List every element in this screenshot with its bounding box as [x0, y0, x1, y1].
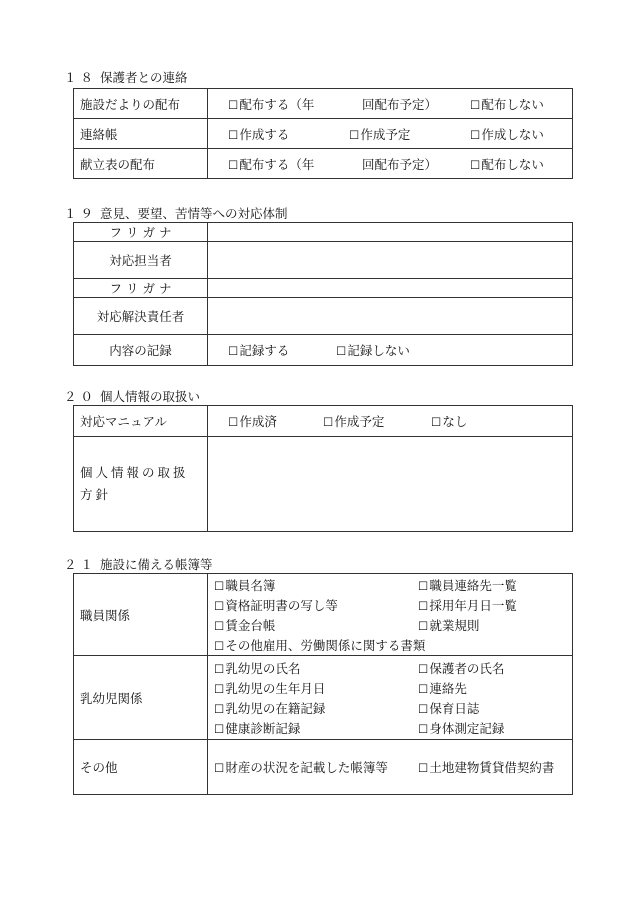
checkbox-icon: ☐ — [214, 618, 225, 633]
checkbox-icon: ☐ — [470, 157, 481, 172]
checkbox-icon: ☐ — [214, 578, 225, 593]
checkbox-icon: ☐ — [228, 415, 239, 429]
checkbox-option[interactable]: ☐保育日誌 — [418, 700, 480, 716]
checkbox-option[interactable]: ☐乳幼児の在籍記録 — [214, 700, 326, 716]
policy-label: 個人情報の取扱方針 — [74, 437, 208, 532]
manual-label: 対応マニュアル — [74, 406, 208, 437]
checkbox-option[interactable]: ☐作成する — [228, 126, 290, 142]
checkbox-option[interactable]: ☐記録する — [228, 343, 290, 358]
table-row — [74, 574, 573, 656]
checkbox-option[interactable]: ☐採用年月日一覧 — [418, 597, 517, 613]
table-row — [74, 406, 573, 437]
checkbox-icon: ☐ — [214, 721, 225, 736]
checkbox-option[interactable]: ☐作成しない — [470, 126, 544, 142]
ledger-table — [73, 573, 573, 795]
checkbox-icon: ☐ — [418, 618, 429, 633]
table-row — [74, 119, 573, 149]
complaint-table — [73, 222, 573, 366]
record-label: 内容の記録 — [74, 335, 208, 366]
table-row — [74, 437, 573, 532]
checkbox-option[interactable]: ☐身体測定記録 — [418, 720, 505, 736]
checkbox-option[interactable]: ☐土地建物賃貸借契約書 — [418, 760, 555, 775]
checkbox-icon: ☐ — [228, 157, 239, 172]
row-label: 連絡帳 — [74, 119, 208, 149]
checkbox-option[interactable]: ☐保護者の氏名 — [418, 660, 505, 676]
checkbox-option[interactable]: ☐職員名簿 — [214, 577, 276, 593]
row-label: 施設だよりの配布 — [74, 89, 208, 119]
checkbox-option[interactable]: ☐その他雇用、労働関係に関する書類 — [214, 637, 426, 653]
checkbox-option[interactable]: ☐配布する（年 — [228, 156, 315, 172]
contact-table — [73, 88, 573, 179]
policy-field[interactable] — [208, 437, 573, 532]
furigana-label: フ リ ガ ナ — [74, 223, 208, 242]
furigana-field[interactable] — [208, 223, 573, 242]
checkbox-icon: ☐ — [214, 761, 225, 775]
section-20-title: ２０ 個人情報の取扱い — [64, 389, 201, 404]
checkbox-icon: ☐ — [431, 415, 442, 429]
person-in-charge-label: 対応担当者 — [74, 242, 208, 279]
privacy-table — [73, 405, 573, 532]
responsible-person-label: 対応解決責任者 — [74, 298, 208, 335]
checkbox-icon: ☐ — [470, 97, 481, 112]
checkbox-option[interactable]: ☐就業規則 — [418, 617, 480, 633]
table-row — [74, 279, 573, 298]
checkbox-icon: ☐ — [214, 681, 225, 696]
checkbox-icon: ☐ — [228, 97, 239, 112]
checkbox-option[interactable]: ☐配布する（年 — [228, 96, 315, 112]
checkbox-option[interactable]: ☐乳幼児の氏名 — [214, 660, 301, 676]
responsible-person-field[interactable] — [208, 298, 573, 335]
checkbox-option[interactable]: ☐作成予定 — [349, 126, 411, 142]
checkbox-option[interactable]: ☐財産の状況を記載した帳簿等 — [214, 760, 388, 775]
checkbox-icon: ☐ — [418, 578, 429, 593]
checkbox-icon: ☐ — [470, 127, 481, 142]
checkbox-icon: ☐ — [228, 127, 239, 142]
table-row — [74, 298, 573, 335]
checkbox-option[interactable]: ☐連絡先 — [418, 680, 467, 696]
checkbox-option[interactable]: ☐乳幼児の生年月日 — [214, 680, 326, 696]
table-row — [74, 149, 573, 179]
staff-label: 職員関係 — [74, 574, 208, 656]
section-18-title: １８ 保護者との連絡 — [64, 70, 188, 85]
checkbox-icon: ☐ — [418, 681, 429, 696]
checkbox-icon: ☐ — [418, 701, 429, 716]
checkbox-icon: ☐ — [214, 638, 225, 653]
checkbox-option[interactable]: ☐資格証明書の写し等 — [214, 597, 338, 613]
checkbox-option[interactable]: ☐記録しない — [336, 343, 410, 358]
table-row — [74, 223, 573, 242]
furigana-label: フ リ ガ ナ — [74, 279, 208, 298]
option-text: 回配布予定） — [362, 96, 438, 112]
checkbox-icon: ☐ — [418, 761, 429, 775]
person-in-charge-field[interactable] — [208, 242, 573, 279]
checkbox-option[interactable]: ☐なし — [431, 414, 468, 429]
checkbox-icon: ☐ — [214, 701, 225, 716]
checkbox-icon: ☐ — [418, 661, 429, 676]
checkbox-option[interactable]: ☐作成予定 — [323, 414, 385, 429]
other-label: その他 — [74, 740, 208, 795]
checkbox-option[interactable]: ☐健康診断記録 — [214, 720, 301, 736]
checkbox-option[interactable]: ☐配布しない — [470, 96, 544, 112]
checkbox-option[interactable]: ☐賃金台帳 — [214, 617, 276, 633]
table-row — [74, 335, 573, 366]
furigana-field[interactable] — [208, 279, 573, 298]
table-row — [74, 740, 573, 795]
option-text: 回配布予定） — [362, 156, 438, 172]
checkbox-icon: ☐ — [214, 598, 225, 613]
checkbox-option[interactable]: ☐配布しない — [470, 156, 544, 172]
checkbox-option[interactable]: ☐職員連絡先一覧 — [418, 577, 517, 593]
checkbox-option[interactable]: ☐作成済 — [228, 414, 277, 429]
checkbox-icon: ☐ — [323, 415, 334, 429]
child-label: 乳幼児関係 — [74, 656, 208, 740]
table-row — [74, 242, 573, 279]
row-label: 献立表の配布 — [74, 149, 208, 179]
section-19-title: １９ 意見、要望、苦情等への対応体制 — [64, 206, 288, 221]
table-row — [74, 656, 573, 740]
checkbox-icon: ☐ — [349, 127, 360, 142]
section-21-title: ２１ 施設に備える帳簿等 — [64, 557, 213, 572]
checkbox-icon: ☐ — [418, 721, 429, 736]
table-row — [74, 89, 573, 119]
checkbox-icon: ☐ — [336, 344, 347, 358]
checkbox-icon: ☐ — [214, 661, 225, 676]
checkbox-icon: ☐ — [418, 598, 429, 613]
checkbox-icon: ☐ — [228, 344, 239, 358]
